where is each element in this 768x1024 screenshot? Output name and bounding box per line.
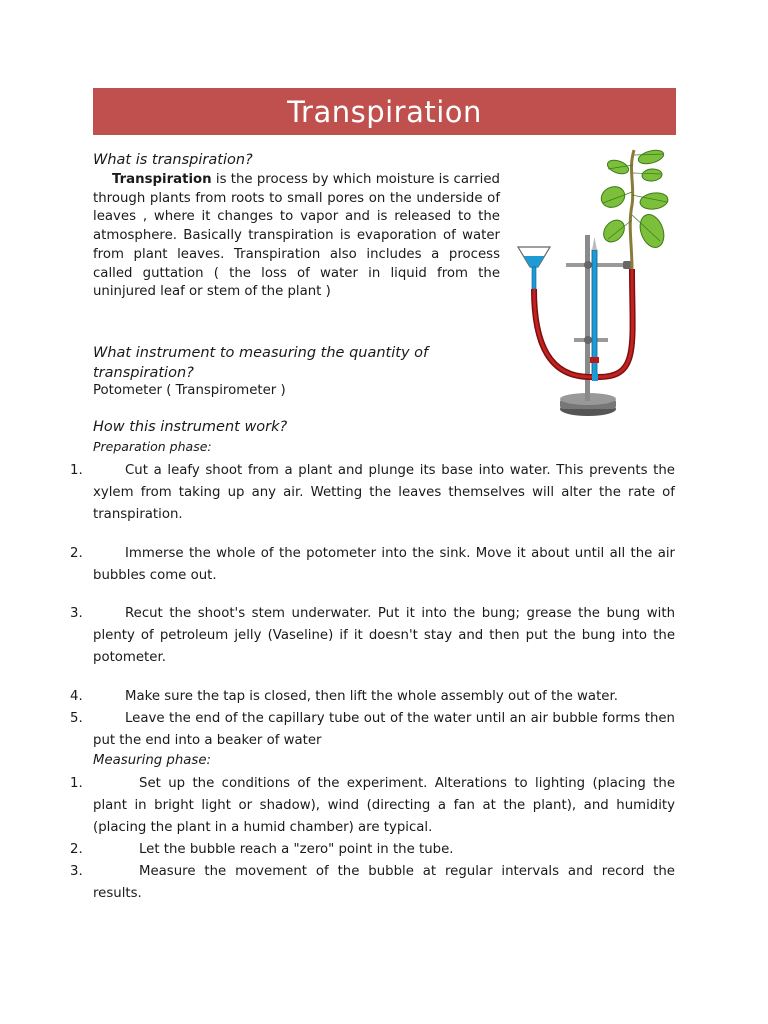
measure-step: 1. Set up the conditions of the experiment. Alterations to lighting (placing the plant in bright light or shadow), wind (directing a fan at the plant), and humidity (placing the plant in a humid chamber) are typical. — [70, 776, 675, 835]
intro-question: What is transpiration? — [93, 152, 253, 168]
prep-step: 3. Recut the shoot's stem underwater. Put it into the bung; grease the bung with plenty of petroleum jelly (Vaseline) if it doesn't stay and then put the bung into the potometer. — [70, 606, 675, 665]
measuring-label: Measuring phase: — [93, 753, 212, 768]
preparation-label: Preparation phase: — [93, 439, 212, 454]
rubber-tube — [534, 269, 633, 377]
intro-paragraph — [93, 171, 500, 302]
measure-step: 3. Measure the movement of the bubble at regular intervals and record the results. — [70, 864, 675, 901]
intro-text: is the process by which moisture is carried through plants from roots to small pores on the underside of leaves , where it changes to vapor and is released to the atmosphere. Basically transpiration is evaporation of water from plant leaves. Transpiration also includes a process called guttation ( the loss of water in liquid from the uninjured leaf or stem of the plant ) — [93, 172, 500, 300]
prep-step: 2. Immerse the whole of the potometer into the sink. Move it about until all the air bubbles come out. — [70, 546, 675, 583]
page-title: Transpiration — [93, 88, 676, 135]
plant-stem — [630, 150, 634, 269]
measure-step: 2. Let the bubble reach a "zero" point in the tube. — [70, 842, 454, 857]
potometer-illustration — [510, 145, 680, 420]
instrument-question: What instrument to measuring the quantity of transpiration? — [93, 345, 429, 381]
instrument-answer: Potometer ( Transpirometer ) — [93, 383, 286, 398]
how-question: How this instrument work? — [93, 419, 288, 435]
prep-step: 1. Cut a leafy shoot from a plant and plunge its base into water. This prevents the xylem from taking up any air. Wetting the leaves themselves will alter the rate of transpiration. — [70, 463, 675, 522]
prep-step: 4. Make sure the tap is closed, then lift the whole assembly out of the water. — [70, 689, 618, 704]
prep-step: 5. Leave the end of the capillary tube out of the water until an air bubble forms then put the end into a beaker of water — [70, 711, 675, 748]
intro-term: Transpiration — [112, 172, 212, 187]
